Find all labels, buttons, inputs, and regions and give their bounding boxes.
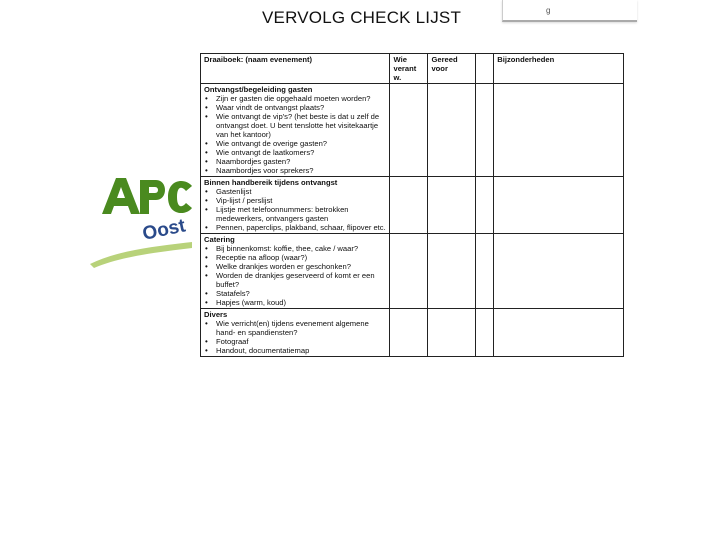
empty-cell <box>476 234 494 309</box>
logo-swoosh <box>90 242 192 268</box>
header-wie-verantw: Wie verant w. <box>390 54 428 84</box>
bijzonderheden-cell <box>494 309 624 357</box>
logo-letter-c <box>168 181 192 213</box>
section-cell <box>201 234 390 309</box>
logo-letter-a <box>102 178 140 214</box>
header-gereed-voor: Gereed voor <box>428 54 476 84</box>
empty-cell <box>476 309 494 357</box>
list-item: • Wie ontvangt de vip's? (het beste is dat u zelf de ontvangst doet. U bent tenslotte het visitekaartje van het kantoor) <box>216 112 386 139</box>
logo-letter-p <box>140 180 165 214</box>
section-title: Divers <box>204 310 228 319</box>
logo-text: Oost <box>140 215 188 245</box>
list-item: • Bij binnenkomst: koffie, thee, cake / waar? <box>216 244 386 253</box>
table-header-row <box>201 54 624 84</box>
empty-cell <box>476 177 494 234</box>
wie-cell <box>390 234 428 309</box>
section-cell <box>201 84 390 177</box>
header-bijzonderheden: Bijzonderheden <box>494 54 624 84</box>
apc-oost-logo <box>88 172 194 268</box>
list-item: • Wie ontvangt de laatkomers? <box>216 148 386 157</box>
bijzonderheden-cell <box>494 234 624 309</box>
section-item-list <box>204 187 386 232</box>
corner-frame <box>502 0 637 22</box>
section-item-list <box>204 244 386 307</box>
section-title: Catering <box>204 235 235 244</box>
empty-cell <box>476 84 494 177</box>
list-item: • Zijn er gasten die opgehaald moeten worden? <box>216 94 386 103</box>
list-item: • Receptie na afloop (waar?) <box>216 253 386 262</box>
wie-cell <box>390 177 428 234</box>
list-item: • Naambordjes voor sprekers? <box>216 166 386 175</box>
gereed-cell <box>428 177 476 234</box>
checklist-table <box>200 53 624 357</box>
list-item: • Waar vindt de ontvangst plaats? <box>216 103 386 112</box>
list-item: • Fotograaf <box>216 337 386 346</box>
wie-cell <box>390 84 428 177</box>
section-title: Ontvangst/begeleiding gasten <box>204 85 313 94</box>
bijzonderheden-cell <box>494 84 624 177</box>
gereed-cell <box>428 84 476 177</box>
page-title: VERVOLG CHECK LIJST <box>262 8 462 27</box>
header-empty <box>476 54 494 84</box>
list-item: • Vip-lijst / perslijst <box>216 196 386 205</box>
table-row <box>201 177 624 234</box>
bijzonderheden-cell <box>494 177 624 234</box>
section-title: Binnen handbereik tijdens ontvangst <box>204 178 338 187</box>
list-item: • Naambordjes gasten? <box>216 157 386 166</box>
list-item: • Wie verricht(en) tijdens evenement algemene hand- en spandiensten? <box>216 319 386 337</box>
section-item-list <box>204 94 386 175</box>
gereed-cell <box>428 234 476 309</box>
wie-cell <box>390 309 428 357</box>
gereed-cell <box>428 309 476 357</box>
list-item: • Welke drankjes worden er geschonken? <box>216 262 386 271</box>
table-row <box>201 84 624 177</box>
list-item: • Worden de drankjes geserveerd of komt er een buffet? <box>216 271 386 289</box>
list-item: • Lijstje met telefoonnummers: betrokken medewerkers, ontvangers gasten <box>216 205 386 223</box>
list-item: • Pennen, paperclips, plakband, schaar, flipover etc. <box>216 223 386 232</box>
table-row <box>201 234 624 309</box>
header-draaiboek: Draaiboek: (naam evenement) <box>201 54 390 84</box>
section-cell <box>201 177 390 234</box>
section-cell <box>201 309 390 357</box>
corner-mark: g <box>546 6 551 15</box>
table-row <box>201 309 624 357</box>
list-item: • Wie ontvangt de overige gasten? <box>216 139 386 148</box>
list-item: • Handout, documentatiemap <box>216 346 386 355</box>
section-item-list <box>204 319 386 355</box>
list-item: • Gastenlijst <box>216 187 386 196</box>
list-item: • Hapjes (warm, koud) <box>216 298 386 307</box>
list-item: • Statafels? <box>216 289 386 298</box>
